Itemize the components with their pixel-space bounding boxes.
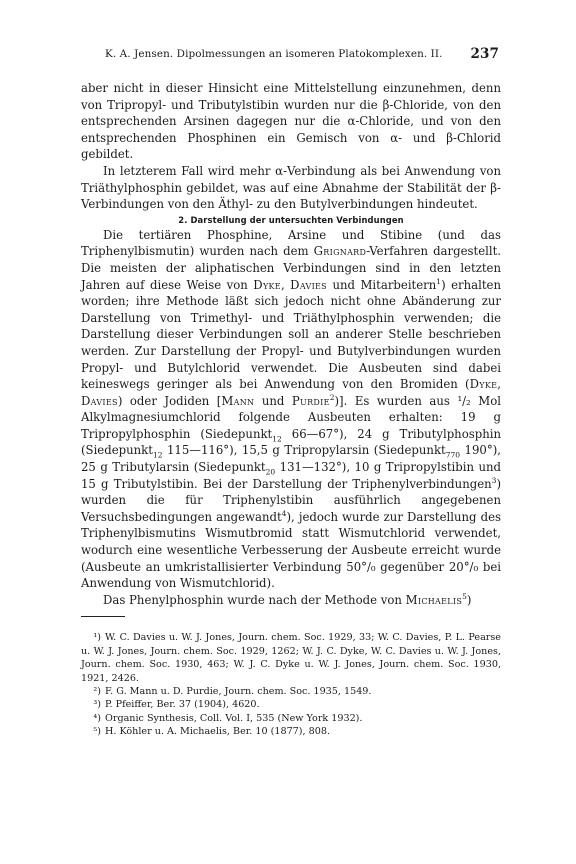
body-text <box>81 80 501 608</box>
footnote-2: ²) F. G. Mann u. D. Purdie, Journ. chem. Soc. 1935, 1549. <box>93 686 372 698</box>
author-davies-2: Davies <box>81 393 118 408</box>
author-dyke-2: Dyke <box>469 377 498 392</box>
footnote-5: ⁵) H. Köhler u. A. Michaelis, Ber. 10 (1877), 808. <box>93 726 330 738</box>
fraction: ¹/₂ <box>457 393 471 408</box>
author-michaelis: Michaelis <box>405 592 463 607</box>
footnote-1: ¹) W. C. Davies u. W. J. Jones, Journ. chem. Soc. 1929, 33; W. C. Davies, P. L. Pearse u. W. J. Jones, Journ. chem. Soc. 1929, 1262; W. J. C. Dyke, W. C. Davies u. W. J. Jones, Journ. chem. Soc. 1930, 463; W. J. C. Dyke u. W. J. Jones, Journ. chem. Soc. 1930, 1921, 2426. <box>81 632 501 684</box>
footnote-ref-5[interactable]: 5 <box>462 591 467 601</box>
author-mann: Mann <box>221 393 255 408</box>
footnotes <box>81 631 501 738</box>
page-number: 237 <box>470 46 499 62</box>
footnote-ref-2[interactable]: 2 <box>329 392 335 402</box>
footnote-3: ³) P. Pfeiffer, Ber. 37 (1904), 4620. <box>93 699 260 711</box>
paragraph-1: aber nicht in dieser Hinsicht eine Mittelstellung einzunehmen, denn von Tripropyl- und Tributylstibin wurden nur die β-Chloride, von den entsprechenden Arsinen dagegen nur die α-Chloride, und von den entsprechenden Phosphinen ein Gemisch von α- und β-Chlorid gebildet. <box>81 81 501 162</box>
author-davies: Davies <box>290 277 327 292</box>
page <box>81 46 501 739</box>
author-grignard: Grignard <box>313 244 367 259</box>
running-header <box>81 46 501 64</box>
footnote-ref-3[interactable]: 3 <box>491 475 497 485</box>
author-purdie: Purdie <box>291 393 330 408</box>
paragraph-3: Die tertiären Phosphine, Arsine und Stibine (und das Triphenylbismutin) wurden nach dem Grignard-Verfahren dargestellt. Die meisten der aliphatischen Verbindungen sind in den letzten Jahren auf diese Weise von Dyke, Davies und Mitarbeitern$^1$) erhalten worden; ihre Methode läßt sich jedoch nicht ohne Abänderung zur Darstellung von Trimethyl- und Triäthylphosphin verwenden; die Darstellung dieser Verbindungen soll an anderer Stelle beschrieben werden. Zur Darstellung der Propyl- und Butylverbindungen wurden Propyl- und Butylchlorid verwendet. Die Ausbeuten sind dabei keineswegs geringer als bei Anwendung von den Bromiden (Dyke, Davies) oder Jodiden [Mann und Purdie$^2$)]. Es wurden aus ¹/₂ Mol Alkylmagnesiumchlorid folgende Ausbeuten erhalten: 19 g Tripropylphosphin (Siedepunkt$_{12}$ 66—67°), 24 g Tributylphosphin (Siedepunkt$_{12}$ 115—116°), 15,5 g Tripropylarsin (Siedepunkt$_{770}$ 190°), 25 g Tributylarsin (Siedepunkt$_{20}$ 131—132°), 10 g Tripropylstibin und 15 g Tributylstibin. Bei der Darstellung der Triphenylverbindungen$^3$) wurden die für Triphenylstibin ausführlich angegebenen Versuchsbedingungen angewandt$^4$), jedoch wurde zur Darstellung des Triphenylbismutins Wismutbromid statt Wismutchlorid verwendet, wodurch eine wesentliche Verbesserung der Ausbeute erreicht wurde (Ausbeute an umkristallisierter Verbindung 50°/₀ gegenüber 20°/₀ bei Anwendung von Wismutchlorid). <box>81 227 502 591</box>
footnote-ref-1[interactable]: 1 <box>436 276 442 286</box>
footnote-4: ⁴) Organic Synthesis, Coll. Vol. I, 535 (New York 1932). <box>93 712 363 724</box>
footnote-ref-4[interactable]: 4 <box>281 508 287 518</box>
header-title: K. A. Jensen. Dipolmessungen an isomeren Platokomplexen. II. <box>105 48 443 60</box>
paragraph-2: In letzterem Fall wird mehr α-Verbindung als bei Anwendung von Triäthylphosphin gebildet, was auf eine Abnahme der Stabilität der β-Verbindungen von den Äthyl- zu den Butylverbindungen hindeutet. <box>81 163 501 212</box>
paragraph-4: Das Phenylphosphin wurde nach der Methode von Michaelis$^5$) <box>103 591 472 607</box>
footnote-divider <box>81 616 125 617</box>
author-dyke: Dyke <box>253 277 281 292</box>
section-heading: 2. Darstellung der untersuchten Verbindungen <box>178 214 404 225</box>
